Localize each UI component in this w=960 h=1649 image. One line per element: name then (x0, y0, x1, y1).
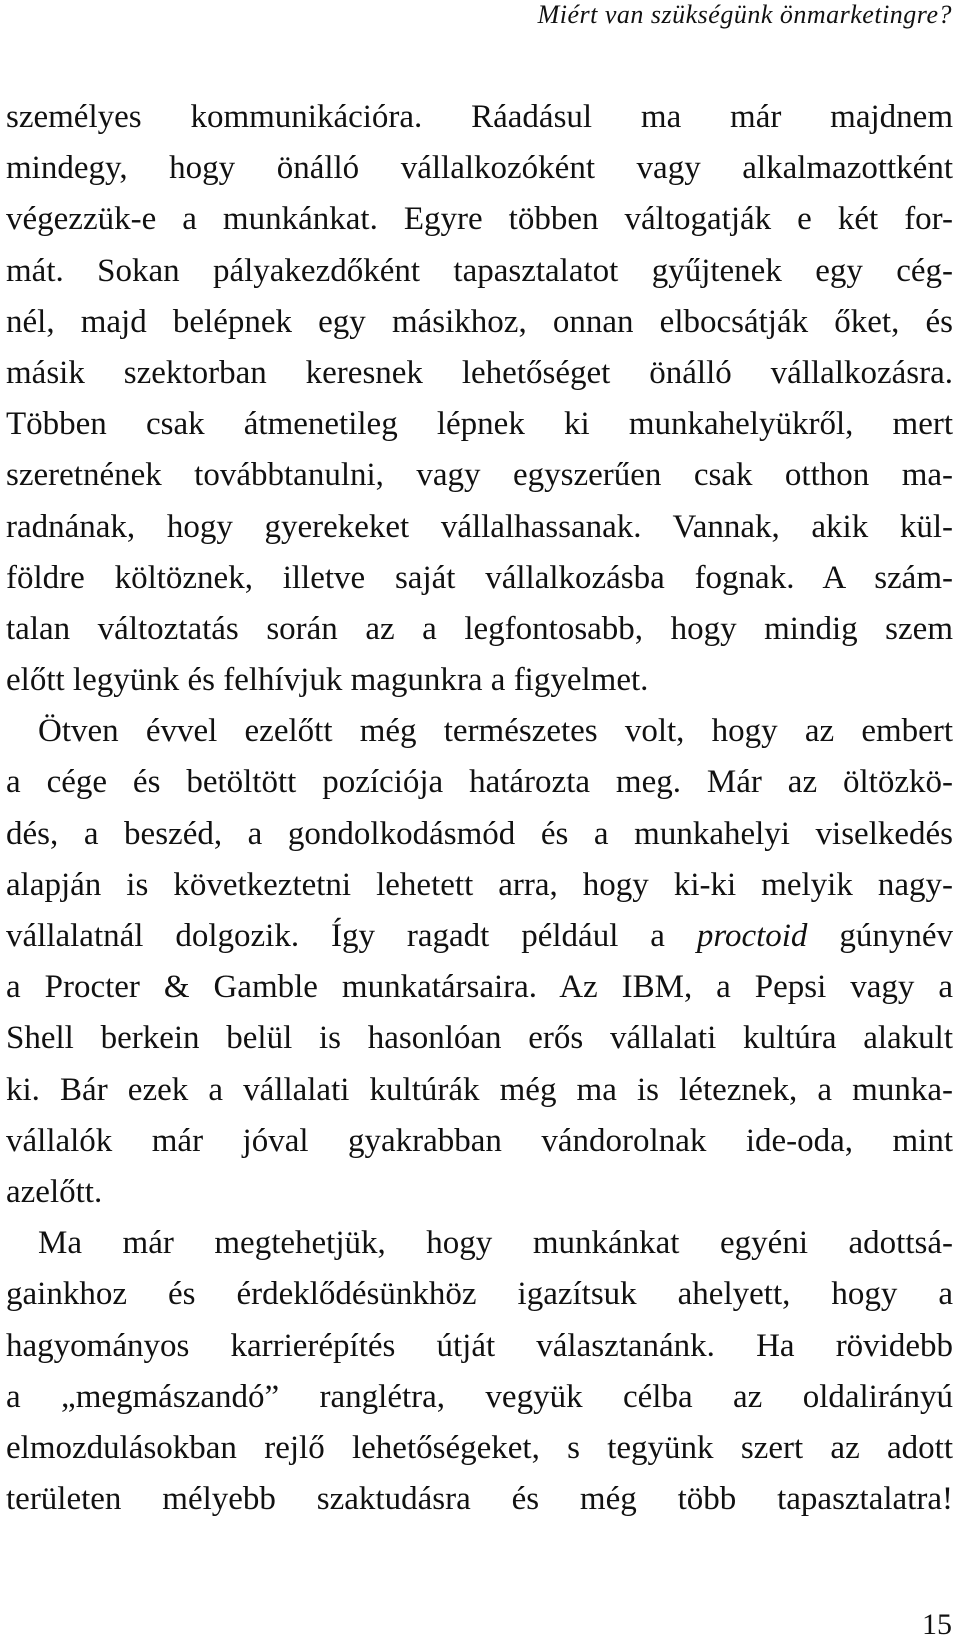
text-line: földre költöznek, illetve saját vállalkozásba fognak. A szám- (6, 559, 953, 596)
text-line: ki. Bár ezek a vállalati kultúrák még ma is léteznek, a munka- (6, 1071, 953, 1108)
text-line: Ma már megtehetjük, hogy munkánkat egyéni adottsá- (38, 1225, 953, 1262)
running-head: Miért van szükségünk önmarketingre? (537, 0, 952, 29)
text-line: a cége és betöltött pozíciója határozta meg. Már az öltözkö- (6, 764, 953, 801)
text-line: Többen csak átmenetileg lépnek ki munkahelyükről, mert (6, 406, 953, 443)
text-line: Ötven évvel ezelőtt még természetes volt, hogy az embert (38, 713, 953, 750)
text-line: vállalók már jóval gyakrabban vándorolnak ide-oda, mint (6, 1122, 953, 1159)
text-line: területen mélyebb szaktudásra és még több tapasztalatra! (6, 1481, 953, 1518)
body-text (6, 92, 953, 1525)
text-line: szeretnének továbbtanulni, vagy egyszerűen csak otthon ma- (6, 457, 953, 494)
text-line: Shell berkein belül is hasonlóan erős vállalati kultúra alakult (6, 1020, 953, 1057)
text-line: mát. Sokan pályakezdőként tapasztalatot gyűjtenek egy cég- (6, 252, 953, 289)
text-line: végezzük-e a munkánkat. Egyre többen váltogatják e két for- (6, 201, 953, 238)
text-line: másik szektorban keresnek lehetőséget önálló vállalkozásra. (6, 354, 953, 391)
text-line: személyes kommunikációra. Ráadásul ma már majdnem (6, 99, 953, 135)
page-number: 15 (922, 1608, 952, 1641)
text-line: a „megmászandó” ranglétra, vegyük célba az oldalirányú (6, 1378, 953, 1415)
text-line: talan változtatás során az a legfontosabb, hogy mindig szem (6, 610, 953, 647)
text-line: radnának, hogy gyerekeket vállalhassanak. Vannak, akik kül- (6, 508, 953, 545)
text-line: a Procter & Gamble munkatársaira. Az IBM, a Pepsi vagy a (6, 969, 953, 1006)
text-line: alapján is következtetni lehetett arra, hogy ki-ki melyik nagy- (6, 866, 953, 903)
text-line: dés, a beszéd, a gondolkodásmód és a munkahelyi viselkedés (6, 815, 953, 852)
text-line: elmozdulásokban rejlő lehetőségeket, s tegyünk szert az adott (6, 1429, 953, 1466)
text-run: vállalatnál dolgozik. Így ragadt például a (6, 918, 697, 954)
text-line: gainkhoz és érdeklődésünkhöz igazítsuk ahelyett, hogy a (6, 1276, 953, 1313)
text-line: előtt legyünk és felhívjuk magunkra a figyelmet. (6, 662, 649, 699)
text-run: gúnynév (807, 918, 953, 954)
text-line: mindegy, hogy önálló vállalkozóként vagy alkalmazottként (6, 150, 953, 187)
text-line: hagyományos karrierépítés útját választanánk. Ha rövidebb (6, 1327, 953, 1364)
text-line (6, 911, 953, 962)
text-line: nél, majd belépnek egy másikhoz, onnan elbocsátják őket, és (6, 303, 953, 340)
italic-term: proctoid (696, 918, 808, 954)
text-line: azelőtt. (6, 1173, 103, 1210)
